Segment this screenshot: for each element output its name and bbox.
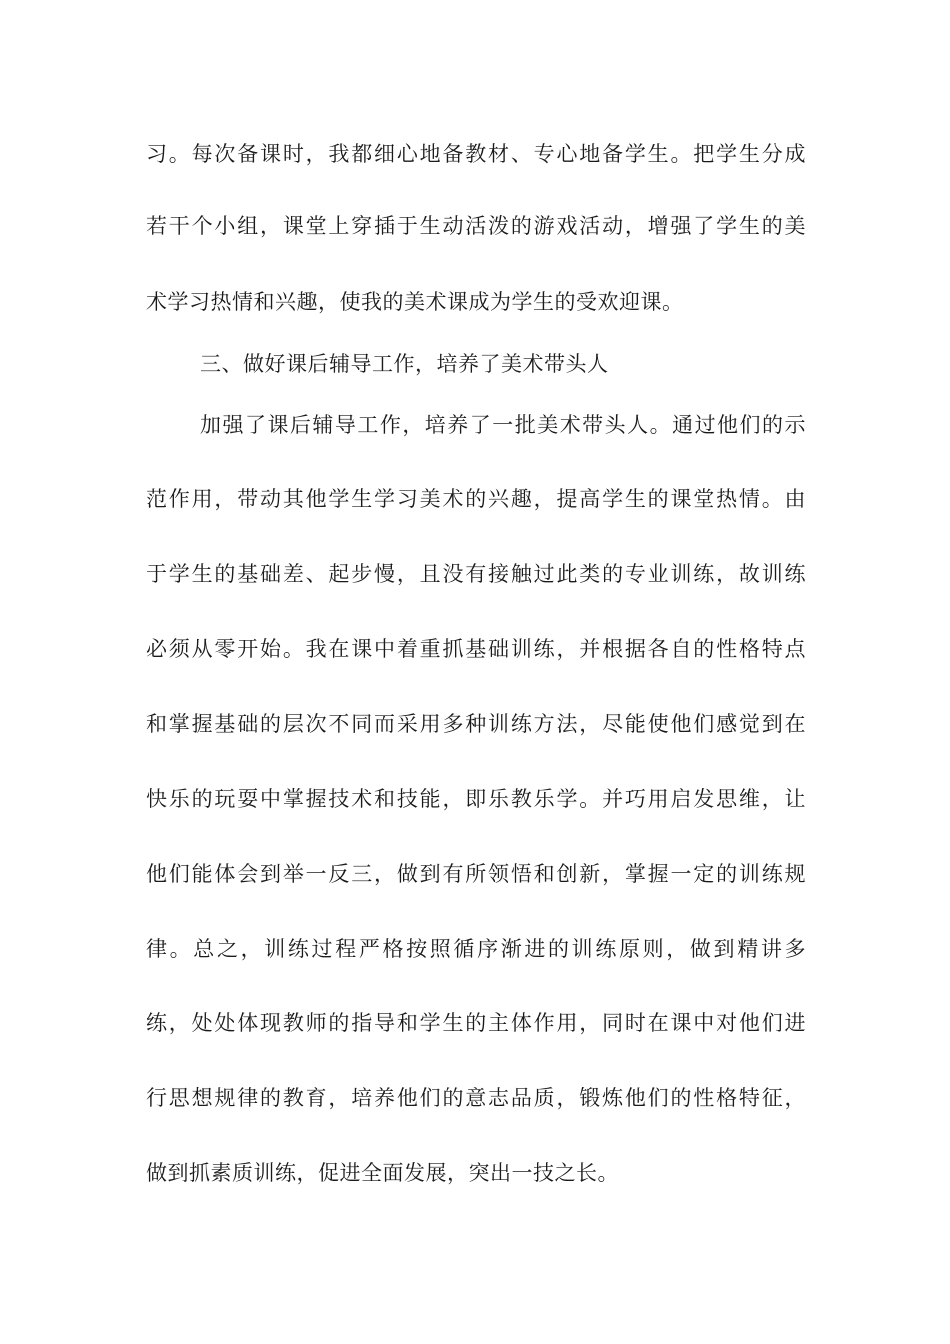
paragraph-line: 律。总之，训练过程严格按照循序渐进的训练原则，做到精讲多: [146, 937, 806, 961]
paragraph-line: 和掌握基础的层次不同而采用多种训练方法，尽能使他们感觉到在: [146, 712, 806, 736]
paragraph-line: 他们能体会到举一反三，做到有所领悟和创新，掌握一定的训练规: [146, 862, 806, 886]
paragraph-line: 范作用，带动其他学生学习美术的兴趣，提高学生的课堂热情。由: [146, 487, 806, 511]
paragraph-line: 必须从零开始。我在课中着重抓基础训练，并根据各自的性格特点: [146, 637, 806, 661]
paragraph-line: 加强了课后辅导工作，培养了一批美术带头人。通过他们的示: [200, 413, 806, 437]
paragraph-line: 做到抓素质训练，促进全面发展，突出一技之长。: [146, 1161, 619, 1185]
paragraph-line: 快乐的玩耍中掌握技术和技能，即乐教乐学。并巧用启发思维，让: [146, 787, 806, 811]
section-heading: 三、做好课后辅导工作，培养了美术带头人: [200, 352, 609, 376]
paragraph-line: 习。每次备课时，我都细心地备教材、专心地备学生。把学生分成: [146, 142, 806, 166]
paragraph-line: 练，处处体现教师的指导和学生的主体作用，同时在课中对他们进: [146, 1011, 806, 1035]
paragraph-line: 术学习热情和兴趣，使我的美术课成为学生的受欢迎课。: [146, 290, 684, 314]
paragraph-line: 行思想规律的教育，培养他们的意志品质，锻炼他们的性格特征，: [146, 1086, 806, 1110]
paragraph-line: 于学生的基础差、起步慢，且没有接触过此类的专业训练，故训练: [146, 562, 806, 586]
paragraph-line: 若干个小组，课堂上穿插于生动活泼的游戏活动，增强了学生的美: [146, 214, 806, 238]
